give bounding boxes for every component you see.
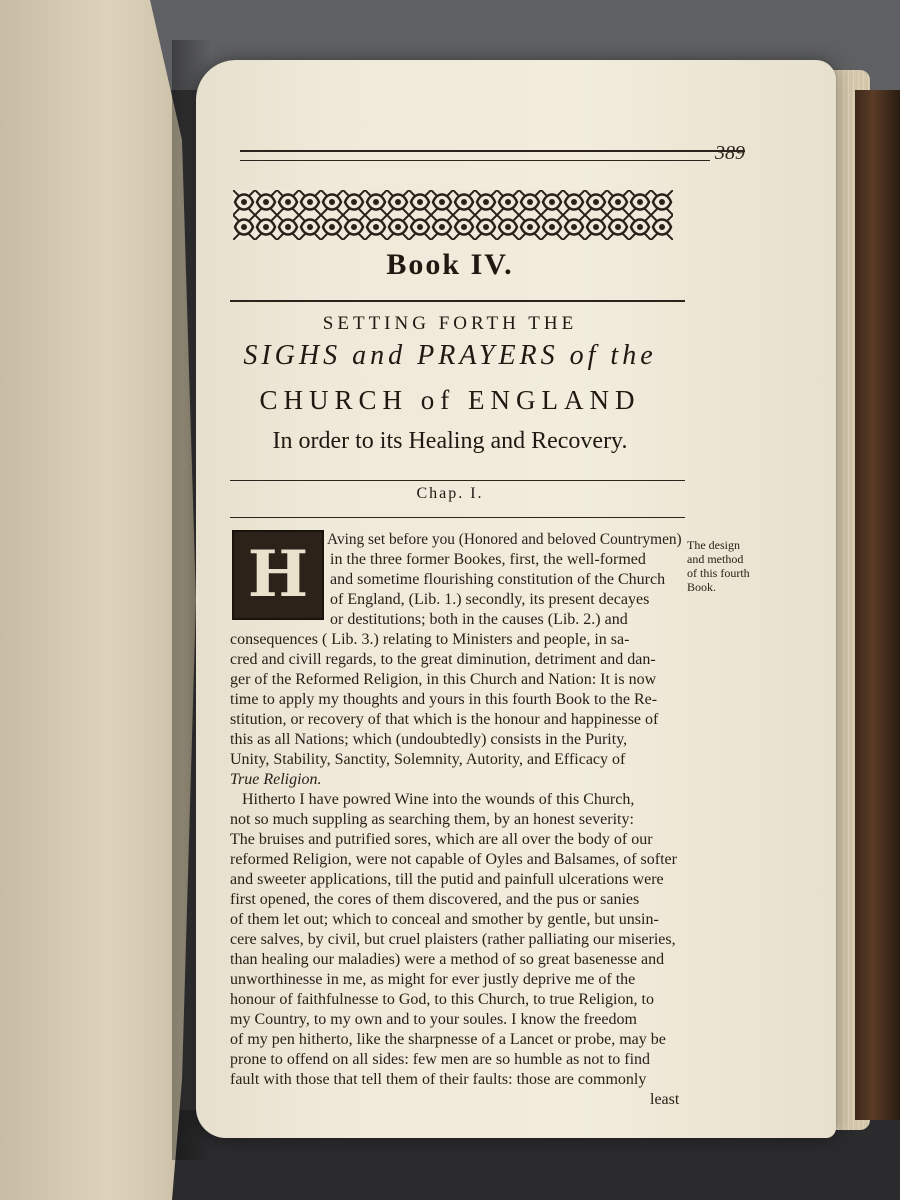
- title-line-order: In order to its Healing and Recovery.: [272, 428, 628, 454]
- body-line: cred and civill regards, to the great diminution, detriment and dan-: [230, 651, 656, 668]
- header-rule: [240, 150, 745, 152]
- body-line: unworthinesse in me, as might for ever justly deprive me of the: [230, 971, 636, 988]
- book-cover-edge: [855, 90, 900, 1120]
- body-line: consequences ( Lib. 3.) relating to Ministers and people, in sa-: [230, 631, 630, 648]
- body-line: not so much suppling as searching them, by an honest severity:: [230, 811, 634, 828]
- body-line: and sometime flourishing constitution of the Church: [330, 571, 666, 588]
- body-line: Unity, Stability, Sanctity, Solemnity, Autority, and Efficacy of: [230, 751, 626, 768]
- body-line: of them let out; which to conceal and smother by gentle, but unsin-: [230, 911, 659, 928]
- drop-cap-letter: H: [247, 537, 309, 612]
- body-line: time to apply my thoughts and yours in this fourth Book to the Re-: [230, 691, 658, 708]
- body-line: cere salves, by civil, but cruel plaisters (rather palliating our miseries,: [230, 931, 676, 948]
- ornament-icon: [233, 190, 673, 240]
- body-line: first opened, the cores of them discovered, and the pus or sanies: [230, 891, 640, 908]
- body-line: The bruises and putrified sores, which are all over the body of our: [230, 831, 653, 848]
- margin-note-line: The design: [687, 538, 740, 552]
- drop-cap: [232, 530, 324, 620]
- margin-note-line: and method: [687, 552, 744, 566]
- title-line-church: CHURCH of ENGLAND: [259, 385, 641, 415]
- margin-note-line: of this fourth: [687, 566, 750, 580]
- body-line: of my pen hitherto, like the sharpnesse of a Lancet or probe, may be: [230, 1031, 666, 1048]
- page-number: 389: [715, 142, 745, 164]
- title-rule: [230, 300, 685, 302]
- body-line: fault with those that tell them of their faults: those are commonly: [230, 1071, 647, 1088]
- margin-note-line: Book.: [687, 580, 717, 594]
- body-line: True Religion.: [230, 771, 322, 788]
- body-line: stitution, or recovery of that which is the honour and happinesse of: [230, 711, 659, 728]
- body-line: Aving set before you (Honored and beloved Countrymen): [327, 531, 682, 548]
- body-line: ger of the Reformed Religion, in this Church and Nation: It is now: [230, 671, 657, 688]
- chapter-rule-top: [230, 480, 685, 481]
- body-line: than healing our maladies) were a method of so great basenesse and: [230, 951, 665, 968]
- body-line: and sweeter applications, till the putid and painfull ulcerations were: [230, 871, 664, 888]
- body-line: or destitutions; both in the causes (Lib. 2.) and: [330, 611, 628, 628]
- chapter-heading: Chap. I.: [416, 485, 484, 502]
- body-line: in the three former Bookes, first, the well-formed: [330, 551, 646, 568]
- header-rule-thin: [240, 160, 710, 161]
- body-line: my Country, to my own and to your soules. I know the freedom: [230, 1011, 637, 1028]
- body-line: prone to offend on all sides: few men are so humble as not to find: [230, 1051, 651, 1068]
- body-line: of England, (Lib. 1.) secondly, its present decayes: [330, 591, 650, 608]
- body-line: Hitherto I have powred Wine into the wounds of this Church,: [242, 791, 635, 808]
- book-heading: Book IV.: [386, 248, 514, 281]
- body-line: honour of faithfulnesse to God, to this Church, to true Religion, to: [230, 991, 654, 1008]
- left-page: [0, 0, 200, 1200]
- title-line-sighs: SIGHS and PRAYERS of the: [243, 340, 657, 371]
- ornament-band: [233, 190, 673, 240]
- catchword: least: [650, 1091, 680, 1108]
- body-line: this as all Nations; which (undoubtedly) consists in the Purity,: [230, 731, 628, 748]
- chapter-rule-bottom: [230, 517, 685, 518]
- body-line: reformed Religion, were not capable of Oyles and Balsames, of softer: [230, 851, 677, 868]
- title-line-setting: SETTING FORTH THE: [322, 313, 578, 334]
